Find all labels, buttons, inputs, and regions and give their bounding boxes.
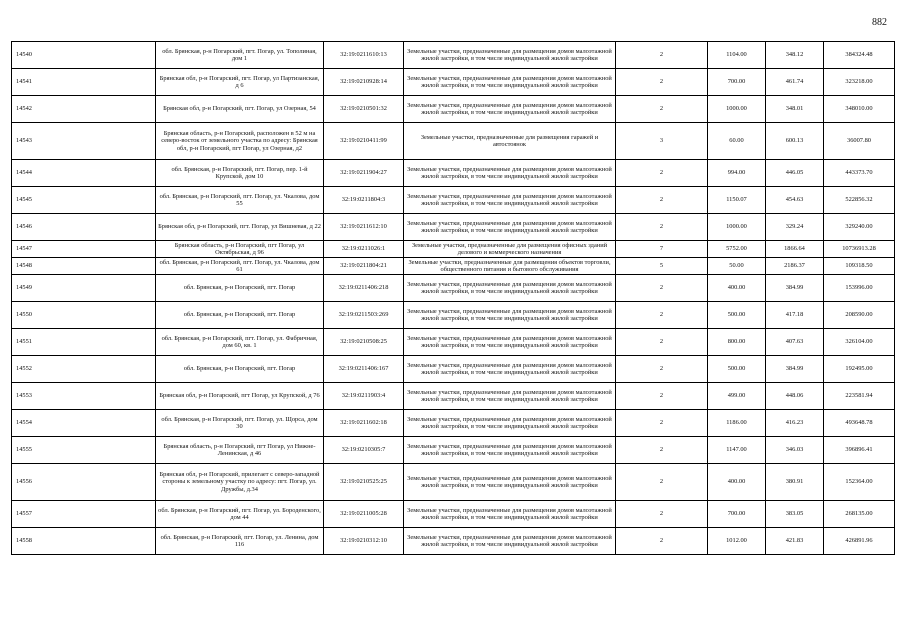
address-cell: Брянская обл, р-н Погарский, пгт. Погар, ул Озерная, 54 (156, 96, 324, 123)
area-cell: 1000.00 (708, 214, 766, 241)
row-number: 14540 (12, 42, 156, 69)
table-row (12, 329, 895, 356)
land-use-cell: Земельные участки, предназначенные для размещения домов малоэтажной жилой застройки, в том числе индивидуальной жилой застройки (404, 528, 616, 555)
cadastral-number-cell: 32:19:0210411:99 (324, 123, 404, 160)
land-use-cell: Земельные участки, предназначенные для размещения домов малоэтажной жилой застройки, в том числе индивидуальной жилой застройки (404, 187, 616, 214)
table-row (12, 501, 895, 528)
rate-cell: 421.83 (766, 528, 824, 555)
area-cell: 1000.00 (708, 96, 766, 123)
address-cell: Брянская обл, р-н Погарский, пгт. Погар, ул Вишневая, д 22 (156, 214, 324, 241)
rate-cell: 461.74 (766, 69, 824, 96)
group-cell: 2 (616, 275, 708, 302)
cadastral-number-cell: 32:19:0211005:28 (324, 501, 404, 528)
address-cell: обл. Брянская, р-н Погарский, пгт. Погар, ул. Ленина, дом 116 (156, 528, 324, 555)
rate-cell: 600.13 (766, 123, 824, 160)
cadastral-value-cell: 443373.70 (824, 160, 895, 187)
area-cell: 499.00 (708, 383, 766, 410)
area-cell: 50.00 (708, 258, 766, 275)
area-cell: 1012.00 (708, 528, 766, 555)
table-row (12, 383, 895, 410)
row-number: 14548 (12, 258, 156, 275)
group-cell: 2 (616, 356, 708, 383)
area-cell: 1186.00 (708, 410, 766, 437)
row-number: 14552 (12, 356, 156, 383)
rate-cell: 384.99 (766, 356, 824, 383)
row-number: 14554 (12, 410, 156, 437)
address-cell: обл. Брянская, р-н Погарский, пгт. Погар, ул. Чкалова, дом 61 (156, 258, 324, 275)
address-cell: Брянская обл, р-н Погарский, пгт Погар, ул Крупской, д 76 (156, 383, 324, 410)
cadastral-number-cell: 32:19:0211406:167 (324, 356, 404, 383)
cadastral-value-cell: 348010.00 (824, 96, 895, 123)
table-row (12, 464, 895, 501)
rate-cell: 384.99 (766, 275, 824, 302)
area-cell: 1150.07 (708, 187, 766, 214)
land-use-cell: Земельные участки, предназначенные для размещения домов малоэтажной жилой застройки, в том числе индивидуальной жилой застройки (404, 275, 616, 302)
table-row (12, 528, 895, 555)
cadastral-number-cell: 32:19:0211804:21 (324, 258, 404, 275)
address-cell: обл. Брянская, р-н Погарский, пгт. Погар (156, 275, 324, 302)
group-cell: 2 (616, 96, 708, 123)
rate-cell: 448.06 (766, 383, 824, 410)
row-number: 14556 (12, 464, 156, 501)
cadastral-number-cell: 32:19:0211610:13 (324, 42, 404, 69)
cadastral-value-cell: 152364.00 (824, 464, 895, 501)
rate-cell: 346.03 (766, 437, 824, 464)
cadastral-value-cell: 109318.50 (824, 258, 895, 275)
group-cell: 2 (616, 410, 708, 437)
cadastral-number-cell: 32:19:0211903:4 (324, 383, 404, 410)
cadastral-number-cell: 32:19:0211026:1 (324, 241, 404, 258)
rate-cell: 446.05 (766, 160, 824, 187)
group-cell: 2 (616, 69, 708, 96)
group-cell: 7 (616, 241, 708, 258)
row-number: 14546 (12, 214, 156, 241)
table-row (12, 214, 895, 241)
row-number: 14547 (12, 241, 156, 258)
address-cell: обл. Брянская, р-н Погарский, пгт. Погар, ул. Фабричная, дом 60, кв. 1 (156, 329, 324, 356)
table-row (12, 258, 895, 275)
table-row (12, 123, 895, 160)
cadastral-value-cell: 10736913.28 (824, 241, 895, 258)
table-row (12, 275, 895, 302)
rate-cell: 380.91 (766, 464, 824, 501)
group-cell: 2 (616, 501, 708, 528)
table-row (12, 437, 895, 464)
rate-cell: 348.01 (766, 96, 824, 123)
area-cell: 700.00 (708, 501, 766, 528)
address-cell: обл. Брянская, р-н Погарский, пгт. Погар (156, 302, 324, 329)
area-cell: 994.00 (708, 160, 766, 187)
table-row (12, 410, 895, 437)
group-cell: 2 (616, 528, 708, 555)
land-use-cell: Земельные участки, предназначенные для размещения домов малоэтажной жилой застройки, в том числе индивидуальной жилой застройки (404, 160, 616, 187)
table-row (12, 42, 895, 69)
row-number: 14542 (12, 96, 156, 123)
address-cell: Брянская обл, р-н Погарский, пгт. Погар, ул Партизанская, д 6 (156, 69, 324, 96)
table-row (12, 302, 895, 329)
address-cell: обл. Брянская, р-н Погарский, пгт. Погар, ул. Щорса, дом 30 (156, 410, 324, 437)
cadastral-number-cell: 32:19:0211406:218 (324, 275, 404, 302)
rate-cell: 454.63 (766, 187, 824, 214)
cadastral-number-cell: 32:19:0211804:3 (324, 187, 404, 214)
cadastral-number-cell: 32:19:0210525:25 (324, 464, 404, 501)
address-cell: Брянская область, р-н Погарский, пгт Погар, ул Нижне-Ленинская, д 46 (156, 437, 324, 464)
land-use-cell: Земельные участки, предназначенные для размещения домов малоэтажной жилой застройки, в том числе индивидуальной жилой застройки (404, 42, 616, 69)
land-plots-table (11, 41, 895, 555)
land-use-cell: Земельные участки, предназначенные для размещения домов малоэтажной жилой застройки, в том числе индивидуальной жилой застройки (404, 437, 616, 464)
address-cell: Брянская область, р-н Погарский, расположен в 52 м на северо-восток от земельного участка по адресу: Брянская обл, р-н Погарский, пгт Погар, ул Озерная, д2 (156, 123, 324, 160)
group-cell: 2 (616, 302, 708, 329)
cadastral-number-cell: 32:19:0211612:10 (324, 214, 404, 241)
group-cell: 2 (616, 329, 708, 356)
land-use-cell: Земельные участки, предназначенные для размещения домов малоэтажной жилой застройки, в том числе индивидуальной жилой застройки (404, 329, 616, 356)
land-use-cell: Земельные участки, предназначенные для размещения домов малоэтажной жилой застройки, в том числе индивидуальной жилой застройки (404, 69, 616, 96)
cadastral-number-cell: 32:19:0210508:25 (324, 329, 404, 356)
group-cell: 2 (616, 160, 708, 187)
group-cell: 2 (616, 187, 708, 214)
cadastral-value-cell: 329240.00 (824, 214, 895, 241)
row-number: 14543 (12, 123, 156, 160)
area-cell: 500.00 (708, 356, 766, 383)
group-cell: 2 (616, 214, 708, 241)
table-row (12, 187, 895, 214)
rate-cell: 2186.37 (766, 258, 824, 275)
cadastral-value-cell: 323218.00 (824, 69, 895, 96)
land-use-cell: Земельные участки, предназначенные для размещения домов малоэтажной жилой застройки, в том числе индивидуальной жилой застройки (404, 464, 616, 501)
rate-cell: 329.24 (766, 214, 824, 241)
area-cell: 700.00 (708, 69, 766, 96)
group-cell: 2 (616, 437, 708, 464)
row-number: 14545 (12, 187, 156, 214)
area-cell: 500.00 (708, 302, 766, 329)
cadastral-value-cell: 153996.00 (824, 275, 895, 302)
address-cell: Брянская обл, р-н Погарский, прилегает с северо-западной стороны к земельному участку по адресу: пгт. Погар, ул. Дружбы, д.34 (156, 464, 324, 501)
cadastral-value-cell: 426891.96 (824, 528, 895, 555)
land-use-cell: Земельные участки, предназначенные для размещения объектов торговли, общественного питания и бытового обслуживания (404, 258, 616, 275)
address-cell: Брянская область, р-н Погарский, пгт Погар, ул Октябрьская, д 96 (156, 241, 324, 258)
cadastral-number-cell: 32:19:0211904:27 (324, 160, 404, 187)
land-use-cell: Земельные участки, предназначенные для размещения офисных зданий делового и коммерческого назначения (404, 241, 616, 258)
land-use-cell: Земельные участки, предназначенные для размещения гаражей и автостоянок (404, 123, 616, 160)
row-number: 14553 (12, 383, 156, 410)
row-number: 14549 (12, 275, 156, 302)
cadastral-value-cell: 493648.78 (824, 410, 895, 437)
address-cell: обл. Брянская, р-н Погарский, пгт. Погар, ул. Чкалова, дом 55 (156, 187, 324, 214)
address-cell: обл. Брянская, р-н Погарский, пгт. Погар, пер. 1-й Крупской, дом 10 (156, 160, 324, 187)
area-cell: 60.00 (708, 123, 766, 160)
group-cell: 5 (616, 258, 708, 275)
cadastral-value-cell: 36007.80 (824, 123, 895, 160)
land-use-cell: Земельные участки, предназначенные для размещения домов малоэтажной жилой застройки, в том числе индивидуальной жилой застройки (404, 96, 616, 123)
group-cell: 2 (616, 383, 708, 410)
land-use-cell: Земельные участки, предназначенные для размещения домов малоэтажной жилой застройки, в том числе индивидуальной жилой застройки (404, 214, 616, 241)
land-use-cell: Земельные участки, предназначенные для размещения домов малоэтажной жилой застройки, в том числе индивидуальной жилой застройки (404, 383, 616, 410)
rate-cell: 383.05 (766, 501, 824, 528)
rate-cell: 417.18 (766, 302, 824, 329)
address-cell: обл. Брянская, р-н Погарский, пгт. Погар, ул. Тополиная, дом 1 (156, 42, 324, 69)
cadastral-value-cell: 268135.00 (824, 501, 895, 528)
cadastral-number-cell: 32:19:0211503:269 (324, 302, 404, 329)
land-use-cell: Земельные участки, предназначенные для размещения домов малоэтажной жилой застройки, в том числе индивидуальной жилой застройки (404, 302, 616, 329)
rate-cell: 407.63 (766, 329, 824, 356)
cadastral-number-cell: 32:19:0210312:10 (324, 528, 404, 555)
rate-cell: 1866.64 (766, 241, 824, 258)
row-number: 14544 (12, 160, 156, 187)
land-use-cell: Земельные участки, предназначенные для размещения домов малоэтажной жилой застройки, в том числе индивидуальной жилой застройки (404, 501, 616, 528)
table-row (12, 160, 895, 187)
table-row (12, 356, 895, 383)
address-cell: обл. Брянская, р-н Погарский, пгт. Погар, ул. Бороденского, дом 44 (156, 501, 324, 528)
row-number: 14541 (12, 69, 156, 96)
group-cell: 2 (616, 464, 708, 501)
table-row (12, 96, 895, 123)
cadastral-value-cell: 208590.00 (824, 302, 895, 329)
cadastral-value-cell: 223581.94 (824, 383, 895, 410)
cadastral-number-cell: 32:19:0211602:18 (324, 410, 404, 437)
row-number: 14551 (12, 329, 156, 356)
cadastral-number-cell: 32:19:0210305:7 (324, 437, 404, 464)
cadastral-value-cell: 326104.00 (824, 329, 895, 356)
cadastral-value-cell: 192495.00 (824, 356, 895, 383)
cadastral-value-cell: 384324.48 (824, 42, 895, 69)
area-cell: 5752.00 (708, 241, 766, 258)
address-cell: обл. Брянская, р-н Погарский, пгт. Погар (156, 356, 324, 383)
rate-cell: 416.23 (766, 410, 824, 437)
row-number: 14555 (12, 437, 156, 464)
area-cell: 400.00 (708, 464, 766, 501)
group-cell: 3 (616, 123, 708, 160)
area-cell: 1104.00 (708, 42, 766, 69)
group-cell: 2 (616, 42, 708, 69)
land-use-cell: Земельные участки, предназначенные для размещения домов малоэтажной жилой застройки, в том числе индивидуальной жилой застройки (404, 410, 616, 437)
row-number: 14550 (12, 302, 156, 329)
rate-cell: 348.12 (766, 42, 824, 69)
land-use-cell: Земельные участки, предназначенные для размещения домов малоэтажной жилой застройки, в том числе индивидуальной жилой застройки (404, 356, 616, 383)
row-number: 14557 (12, 501, 156, 528)
cadastral-value-cell: 396896.41 (824, 437, 895, 464)
table-row (12, 241, 895, 258)
cadastral-number-cell: 32:19:0210928:14 (324, 69, 404, 96)
cadastral-number-cell: 32:19:0210501:32 (324, 96, 404, 123)
page-number: 882 (872, 17, 887, 28)
cadastral-value-cell: 522856.32 (824, 187, 895, 214)
row-number: 14558 (12, 528, 156, 555)
table-row (12, 69, 895, 96)
area-cell: 800.00 (708, 329, 766, 356)
area-cell: 1147.00 (708, 437, 766, 464)
area-cell: 400.00 (708, 275, 766, 302)
